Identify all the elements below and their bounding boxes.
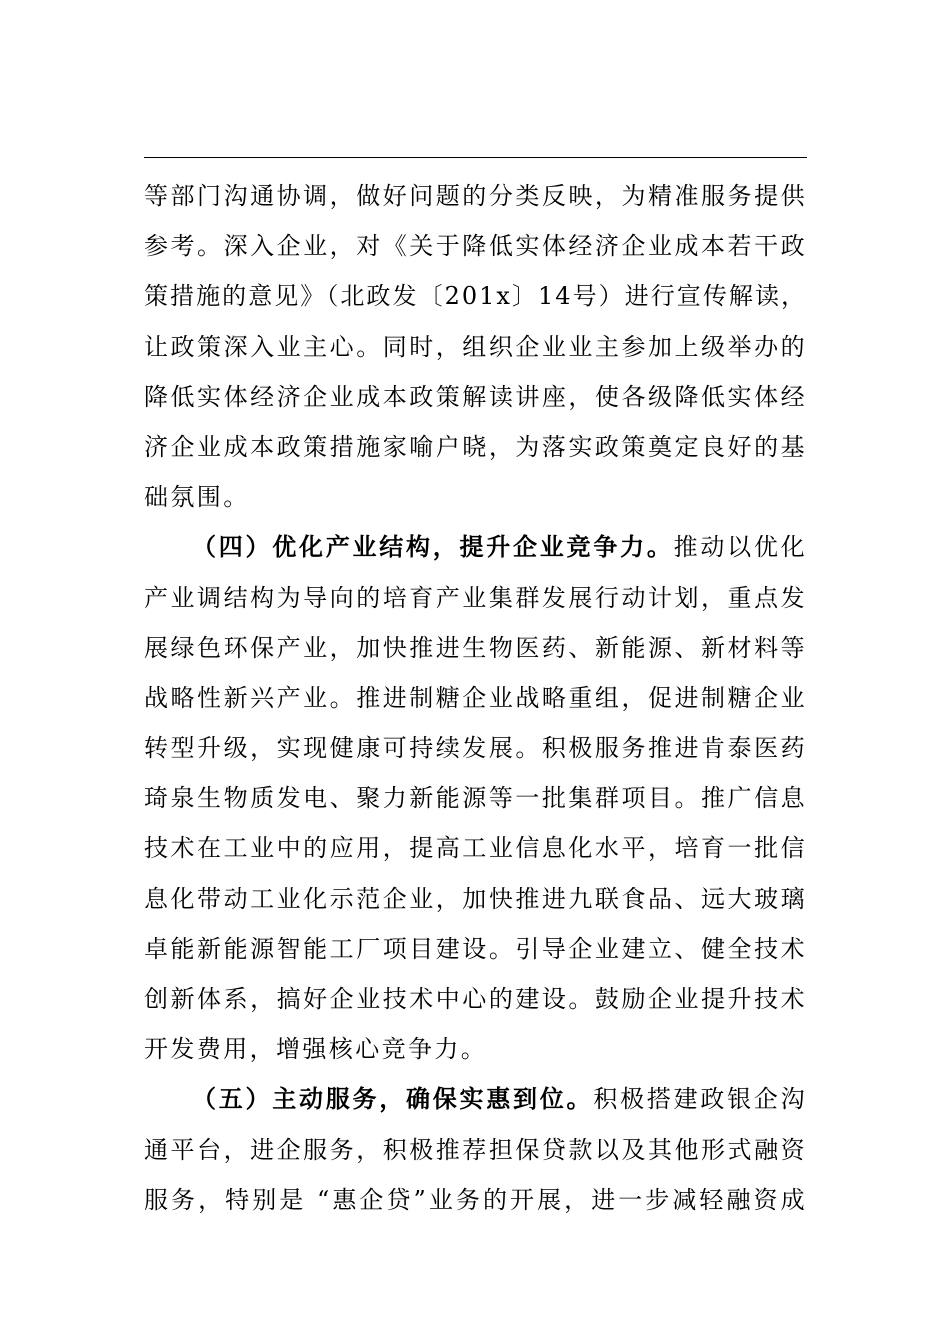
line-text: 产业调结构为导向的培育产业集群发展行动计划，重点发 — [144, 583, 807, 612]
line-text: 积极搭建政银企沟 — [593, 1085, 807, 1114]
line-text: 展绿色环保产业，加快推进生物医药、新能源、新材料等 — [144, 633, 807, 662]
text-line — [144, 472, 807, 522]
text-line — [144, 573, 807, 623]
text-line — [144, 823, 807, 873]
text-line — [144, 372, 807, 422]
line-text: 战略性新兴产业。推进制糖企业战略重组，促进制糖企业 — [144, 683, 807, 712]
line-text: 础氛围。 — [144, 483, 250, 512]
line-text: 参考。深入企业，对《关于降低实体经济企业成本若干政 — [144, 232, 807, 261]
line-text: 推动以优化 — [673, 533, 807, 562]
text-line — [144, 271, 807, 321]
text-line — [144, 1125, 807, 1175]
text-line — [144, 1175, 807, 1225]
text-line — [144, 221, 807, 271]
line-text: 等部门沟通协调，做好问题的分类反映，为精准服务提供 — [144, 182, 807, 210]
line-text: 策措施的意见》（北政发〔201x〕14号）进行宣传解读， — [144, 282, 807, 311]
line-text: 卓能新能源智能工厂项目建设。引导企业建立、健全技术 — [144, 934, 807, 963]
section-heading: （五）主动服务，确保实惠到位。 — [192, 1084, 594, 1114]
text-line — [144, 322, 807, 372]
text-line — [144, 1074, 807, 1124]
text-line — [144, 874, 807, 924]
text-line — [144, 422, 807, 472]
text-line — [144, 924, 807, 974]
line-text: 让政策深入业主心。同时，组织企业业主参加上级举办的 — [144, 332, 807, 361]
text-line — [144, 673, 807, 723]
line-text: 琦泉生物质发电、聚力新能源等一批集群项目。推广信息 — [144, 784, 807, 813]
line-text: 通平台，进企服务，积极推荐担保贷款以及其他形式融资 — [144, 1135, 807, 1164]
body-text — [144, 171, 807, 1225]
text-line — [144, 1024, 807, 1074]
line-text: 服务，特别是 “惠企贷”业务的开展，进一步减轻融资成 — [144, 1185, 807, 1214]
line-text: 济企业成本政策措施家喻户晓，为落实政策奠定良好的基 — [144, 432, 807, 461]
line-text: 降低实体经济企业成本政策解读讲座，使各级降低实体经 — [144, 382, 807, 411]
line-text: 创新体系，搞好企业技术中心的建设。鼓励企业提升技术 — [144, 985, 807, 1013]
line-text: 息化带动工业化示范企业，加快推进九联食品、远大玻璃 — [144, 884, 807, 913]
section-heading: （四）优化产业结构，提升企业竞争力。 — [192, 532, 674, 562]
text-line — [144, 723, 807, 773]
text-line — [144, 623, 807, 673]
text-line — [144, 773, 807, 823]
text-line — [144, 171, 807, 221]
line-text: 开发费用，增强核心竞争力。 — [144, 1035, 488, 1064]
text-line — [144, 974, 807, 1024]
text-line — [144, 522, 807, 572]
line-text: 转型升级，实现健康可持续发展。积极服务推进肯泰医药 — [144, 734, 807, 763]
header-rule — [144, 157, 807, 158]
line-text: 技术在工业中的应用，提高工业信息化水平，培育一批信 — [144, 834, 807, 863]
